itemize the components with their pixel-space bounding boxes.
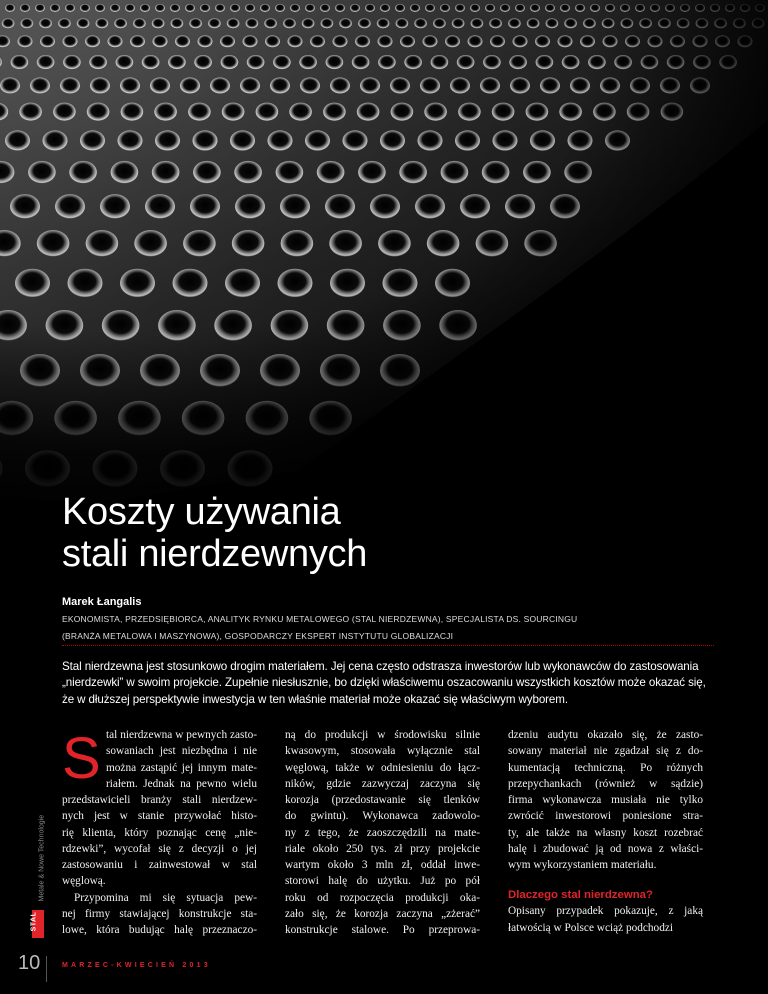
issue-label: MARZEC-KWIECIEŃ 2013 [62,962,211,969]
body-text-line: riale około 250 tys. zł przy projekcie [285,842,480,855]
author-affiliation [62,611,712,645]
magazine-tagline: Metale & Nowe Technologie [38,814,46,902]
body-column-3-part-b [508,903,703,936]
body-text-line: halę i zbudować ją od nowa z właści- [508,842,703,855]
body-text-line: dzeniu audytu okazało się, że zasto- [508,729,703,741]
dotted-divider [62,645,714,646]
body-text-line: łatwością w Polsce wciąż podchodzi [508,921,674,934]
affiliation-line: EKONOMISTA, PRZEDSIĘBIORCA, ANALITYK RYNKU METALOWEGO (STAL NIERDZEWNA), SPECJALISTA DS. SOURCINGU [62,614,578,624]
magazine-logo-text: STAL [30,911,38,932]
body-column-3 [508,727,703,936]
page-number: 10 [18,952,41,974]
body-text-line: rdzewki”, wycofał się z decyzji o jej [62,842,257,855]
body-text-line: rię klienta, który poznając cenę „nie- [62,826,257,839]
lead-line: że w dłuższej perspektywie inwestycja w ten właśnie materiał może okazać się właściwym wyborem. [62,692,568,706]
section-subheading: Dlaczego stal nierdzewna? [508,889,653,902]
body-text-line: tal nierdzewna w pewnych zasto- [106,729,257,741]
affiliation-line: (BRANŻA METALOWA I MASZYNOWA), GOSPODARCZY EKSPERT INSTYTUTU GLOBALIZACJI [62,631,454,641]
body-text-line: ty, ale także na własny koszt rozebrać [508,826,703,839]
lead-line: Stal nierdzewna jest stosunkowo drogim materiałem. Jej cena często odstrasza inwestorów lub wykonawców do zastosowania [62,660,699,673]
body-text-line: nej firmy stawiającej konstrukcje sta- [62,907,257,920]
author-name: Marek Łangalis [62,596,142,608]
article-title-line-1: Koszty używania [62,491,341,533]
article-title [62,491,367,575]
body-text-line: kwasowym, stosowała wyłącznie stal [285,745,480,758]
body-text-line: węglową. [62,875,106,888]
body-text-line: węglową, także w odniesieniu do łącz- [285,761,480,774]
body-text-line: ną do produkcji w środowisku silnie [285,729,480,741]
body-text-line: lowe, która budując halę przeznaczo- [62,924,257,936]
body-column-2 [285,727,480,938]
body-text-line: roku od rozpoczęcia produkcji oka- [285,891,480,904]
body-text-line: konstrukcje stalowe. Po przeprowa- [285,924,480,936]
body-column-1 [62,727,257,938]
body-text-line: zwrócić inwestorowi poniesione stra- [508,810,703,823]
drop-cap: S [62,726,101,791]
body-text-line: do gwintu). Wykonawca zadowolo- [285,810,480,823]
body-text-line: ny z tego, że zaoszczędzili na mate- [285,826,480,839]
article-title-line-2: stali nierdzewnych [62,533,368,575]
body-text-line: storowi halę do użytku. Już po pół [285,875,480,888]
lead-line: „nierdzewki” w swoim projekcie. Zupełnie niesłusznie, bo dzięki właściwemu oszacowaniu wszystkich kosztów może okazać się, [62,676,706,690]
body-text-line: wartym około 3 mln zł, oddał inwe- [285,859,480,871]
magazine-logo [32,910,44,938]
body-text-line: kumentacją techniczną. Po różnych [508,761,703,774]
body-text-line: sowaniach jest niezbędna i nie [106,745,257,758]
lead-paragraph [62,659,714,708]
body-text-line: nych jest w stanie przywołać histo- [62,810,257,823]
body-text-line: zastosowaniu i zainwestował w stal [62,859,257,871]
body-text-line: Przypomina mi się sytuacja pew- [74,891,257,904]
body-text-line: ników, gdzie zazwyczaj zaczyna się [285,777,480,790]
body-text-line: przepychankach (również w sądzie) [508,777,703,790]
body-text-line: sowany materiał nie zgadzał się z do- [508,745,703,758]
body-text-line: korozja (przedostawanie się tlenków [285,794,480,806]
body-text-line: zało się, że korozja zaczyna „zżerać” [285,907,480,920]
body-column-3-part-a [508,727,703,873]
body-text-line: przedstawicieli branży stali nierdzew- [62,794,257,806]
body-text-line: Opisany przypadek pokazuje, z jaką [508,905,703,918]
body-text-line: firma wykonawcza musiała nie tylko [508,794,703,806]
body-text-line: riałem. Jednak na pewno wielu [106,777,257,790]
magazine-side-tag [32,728,44,938]
body-text-line: wym wykorzystaniem materiału. [508,859,657,871]
footer-divider [46,956,47,982]
body-text-line: można zastąpić jej innym mate- [106,761,257,774]
